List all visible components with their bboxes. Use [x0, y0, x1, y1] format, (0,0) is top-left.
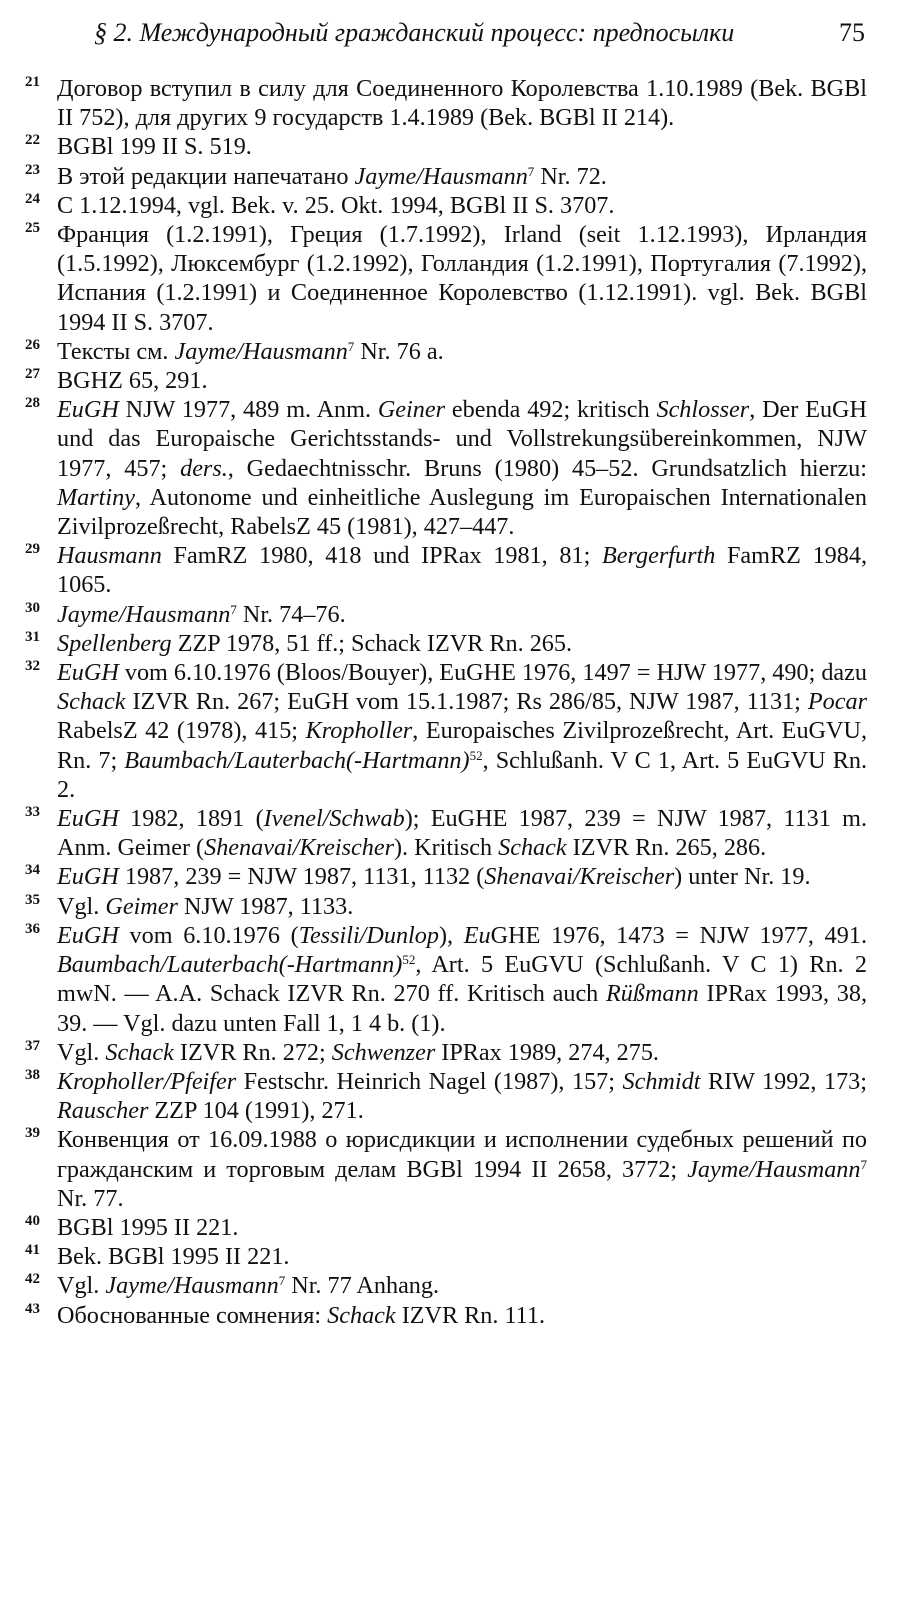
footnote-number: 31	[25, 628, 40, 645]
footnote-italic-text: Rauscher	[57, 1097, 149, 1125]
page-number: 75	[839, 18, 865, 47]
footnote-text: BGBl 1995 II 221.	[57, 1213, 239, 1241]
footnote-text: Vgl.	[57, 892, 106, 920]
footnote	[25, 336, 867, 366]
footnote-text: Vgl.	[57, 1038, 106, 1066]
footnote-number: 41	[25, 1242, 40, 1259]
footnote-italic-text: EuGH	[57, 863, 119, 891]
footnote-text: ZZP 1978, 51 ff.; Schack IZVR Rn. 265.	[171, 629, 573, 657]
running-header	[57, 14, 867, 58]
footnote	[25, 1125, 867, 1213]
footnote-superscript: 7	[860, 1156, 867, 1172]
footnote-text: FamRZ 1980, 418 und IPRax 1981, 81;	[161, 542, 602, 570]
footnote-italic-text: ders.	[180, 454, 228, 482]
footnote-text: ),	[438, 921, 464, 949]
footnote-italic-text: EuGH	[57, 921, 119, 949]
footnote-superscript: 7	[347, 338, 355, 354]
footnote-text: Vgl.	[57, 1272, 106, 1300]
footnote-text: Festschr. Heinrich Nagel (1987), 157;	[236, 1067, 623, 1095]
footnote-italic-text: Baumbach/Lauterbach(-Hartmann)	[124, 746, 470, 774]
footnote-text: Nr. 76 a.	[354, 337, 444, 365]
footnote-text: 1982, 1891 (	[118, 805, 264, 833]
footnote-italic-text: EuGH	[57, 805, 119, 833]
footnote-text: Конвенция от 16.09.1988 о юрисдикции и исполнении судебных решений по гражданским и торговым делам BGBl 1994 II 2658, 3772;	[57, 1126, 867, 1183]
footnote-text: Договор вступил в силу для Соединенного Королевства 1.10.1989 (Bek. BGBl II 752), для других 9 государств 1.4.1989 (Bek. BGBl II 214).	[57, 75, 867, 132]
footnote-number: 25	[25, 220, 40, 237]
footnote-number: 23	[25, 161, 40, 178]
footnote-text: RIW 1992, 173;	[700, 1067, 867, 1095]
footnote-italic-text: Schack	[105, 1038, 174, 1066]
footnote	[25, 1300, 867, 1330]
footnote-italic-text: Shenavai/Kreischer	[204, 834, 394, 862]
footnote-italic-text: Tessili/Dunlop	[298, 921, 439, 949]
footnote-italic-text: Eu	[463, 921, 491, 949]
footnote-text: BGHZ 65, 291.	[57, 367, 208, 395]
footnote	[25, 74, 867, 132]
footnote-italic-text: Geiner	[377, 396, 446, 424]
footnote-number: 35	[25, 891, 40, 908]
footnote-number: 42	[25, 1271, 40, 1288]
footnote-text: IZVR Rn. 272;	[173, 1038, 332, 1066]
footnote-number: 27	[25, 366, 40, 383]
footnote-number: 26	[25, 336, 40, 353]
footnote-text: Nr. 74–76.	[236, 600, 346, 628]
footnote-number: 29	[25, 541, 40, 558]
footnote-italic-text: Schmidt	[622, 1067, 701, 1095]
footnote-superscript: 7	[527, 163, 535, 179]
footnote	[25, 190, 867, 220]
footnote-text: , Art. 5 EuGVU (Schlußanh. V C 1) Rn. 2 mwN. — A.A. Schack IZVR Rn. 270 ff. Kritisch auch	[57, 951, 867, 1008]
footnote	[25, 658, 868, 804]
footnote-italic-text: Schack	[57, 688, 126, 716]
footnote	[25, 1037, 867, 1067]
footnote-text: BGBl 199 II S. 519.	[57, 133, 252, 161]
footnote-italic-text: Bergerfurth	[601, 542, 716, 570]
footnote-text: GHE 1976, 1473 = NJW 1977, 491.	[490, 921, 868, 949]
footnote-text: , Der EuGH und das Europaische Gerichtsstands- und Vollstrekungsübereinkommen, NJW 1977, 457;	[57, 396, 867, 482]
running-header-title: § 2. Международный гражданский процесс: предпосылки	[94, 18, 735, 47]
footnotes-list	[25, 74, 868, 1330]
footnote-text: Франция (1.2.1991), Греция (1.7.1992), Irland (seit 1.12.1993), Ирландия (1.5.1992), Люксембург (1.2.1992), Голландия (1.2.1991), Португалия (7.1992), Испания (1.2.1991) и Соединенное Королевство (1.12.1991). vgl. Bek. BGBl 1994 II S. 3707.	[57, 221, 867, 336]
footnote-text: Nr. 72.	[534, 162, 607, 190]
footnote-text: vom 6.10.1976 (	[118, 921, 299, 949]
footnote-text: ZZP 104 (1991), 271.	[148, 1097, 364, 1125]
footnote-number: 30	[25, 599, 40, 616]
footnote-number: 33	[25, 804, 40, 821]
footnote-text: Обоснованные сомнения:	[57, 1301, 328, 1329]
footnote-number: 24	[25, 190, 40, 207]
footnote-italic-text: Kropholler	[305, 717, 413, 745]
footnote-text: NJW 1977, 489 m. Anm.	[118, 396, 378, 424]
footnote-superscript: 7	[230, 601, 237, 617]
footnote	[25, 599, 867, 629]
footnote-italic-text: Schack	[498, 834, 567, 862]
footnote-text: В этой редакции напечатано	[57, 162, 355, 190]
footnote-number: 43	[25, 1300, 40, 1317]
book-page	[25, 14, 868, 1330]
footnote	[25, 920, 868, 1038]
footnote-text: Nr. 77.	[57, 1184, 124, 1212]
footnote-italic-text: Jayme/Hausmann	[174, 337, 348, 365]
footnote-text: FamRZ 1984, 1065.	[57, 542, 867, 599]
footnote-text: , Schlußanh. V C 1, Art. 5 EuGVU Rn. 2.	[57, 746, 867, 803]
footnote-text: IPRax 1993, 38, 39. — Vgl. dazu unten Fall 1, 1 4 b. (1).	[57, 980, 867, 1037]
footnote-number: 36	[25, 920, 40, 937]
footnote-italic-text: Schack	[327, 1301, 396, 1329]
footnote-superscript: 52	[402, 952, 416, 968]
footnote-italic-text: EuGH	[57, 659, 119, 687]
footnote	[25, 366, 867, 395]
footnote-text: Bek. BGBl 1995 II 221.	[57, 1243, 290, 1271]
footnote-italic-text: Ivenel/Schwab	[263, 805, 405, 833]
footnote-italic-text: Schlosser	[656, 396, 750, 424]
footnote-italic-text: Jayme/Hausmann	[687, 1155, 861, 1183]
footnote	[25, 804, 867, 862]
footnote-text: С 1.12.1994, vgl. Bek. v. 25. Okt. 1994, BGBl II S. 3707.	[57, 191, 615, 219]
footnote-text: ); EuGHE 1987, 239 = NJW 1987, 1131 m. Anm. Geimer (	[57, 805, 867, 862]
footnote	[25, 1242, 867, 1271]
footnote-text: , Europaisches Zivilprozeßrecht, Art. EuGVU, Rn. 7;	[57, 717, 868, 774]
footnote-number: 37	[25, 1037, 40, 1054]
footnote-number: 21	[25, 74, 40, 90]
footnote	[25, 161, 867, 191]
footnote-superscript: 52	[469, 747, 483, 763]
footnote-text: ebenda 492; kritisch	[445, 396, 657, 424]
footnote-italic-text: Jayme/Hausmann	[354, 162, 528, 190]
footnote	[25, 541, 867, 599]
footnote-text: ). Kritisch	[393, 834, 499, 862]
footnote-italic-text: Geimer	[105, 892, 178, 920]
footnote	[25, 132, 867, 161]
footnote	[25, 862, 867, 891]
footnote-italic-text: Baumbach/Lauterbach(-Hartmann)	[57, 951, 403, 979]
footnote-italic-text: Kropholler/Pfeifer	[57, 1067, 237, 1095]
footnote-text: Тексты см.	[57, 337, 175, 365]
footnote-superscript: 7	[278, 1273, 286, 1289]
footnote-italic-text: Rüßmann	[606, 980, 699, 1008]
footnote-italic-text: Schwenzer	[331, 1038, 436, 1066]
footnote-number: 28	[25, 395, 40, 412]
footnote-italic-text: EuGH	[57, 396, 119, 424]
footnote-italic-text: Spellenberg	[57, 629, 172, 657]
footnote-text: , Autonome und einheitliche Auslegung im Europaischen Internationalen Zivilprozeßrecht, RabelsZ 45 (1981), 427–447.	[57, 483, 867, 541]
footnote	[25, 395, 867, 541]
footnote-text: IZVR Rn. 265, 286.	[566, 834, 767, 862]
footnote	[25, 220, 867, 337]
footnote-text: NJW 1987, 1133.	[177, 892, 354, 920]
footnote-text: 1987, 239 = NJW 1987, 1131, 1132 (	[118, 863, 485, 891]
footnote-number: 40	[25, 1212, 40, 1229]
footnote-number: 22	[25, 132, 40, 149]
footnote-italic-text: Martiny	[57, 483, 135, 511]
footnote-italic-text: Jayme/Hausmann	[57, 600, 231, 628]
footnote-number: 38	[25, 1066, 40, 1083]
footnote-italic-text: Hausmann	[57, 542, 162, 570]
footnote-text: IZVR Rn. 267; EuGH vom 15.1.1987; Rs 286/85, NJW 1987, 1131;	[125, 688, 808, 716]
footnote-text: RabelsZ 42 (1978), 415;	[57, 717, 306, 745]
footnote	[25, 1271, 867, 1300]
footnote-number: 32	[25, 658, 40, 675]
footnote-text: vom 6.10.1976 (Bloos/Bouyer), EuGHE 1976, 1497 = HJW 1977, 490; dazu	[118, 659, 867, 687]
footnote-italic-text: Pocar	[807, 688, 867, 716]
footnote-text: IPRax 1989, 274, 275.	[435, 1038, 659, 1066]
footnote-number: 34	[25, 862, 40, 879]
footnote	[25, 628, 867, 658]
footnote	[25, 1212, 867, 1242]
footnote-text: IZVR Rn. 111.	[395, 1301, 546, 1329]
footnote-italic-text: Shenavai/Kreischer	[484, 863, 675, 891]
footnote	[25, 1066, 867, 1125]
footnote-text: , Gedaechtnisschr. Bruns (1980) 45–52. Grundsatzlich hierzu:	[227, 454, 867, 482]
footnote-number: 39	[25, 1125, 40, 1142]
footnote-text: ) unter Nr. 19.	[674, 863, 811, 891]
footnote-italic-text: Jayme/Hausmann	[105, 1272, 279, 1300]
footnote-text: Nr. 77 Anhang.	[285, 1272, 440, 1300]
footnote	[25, 891, 867, 921]
